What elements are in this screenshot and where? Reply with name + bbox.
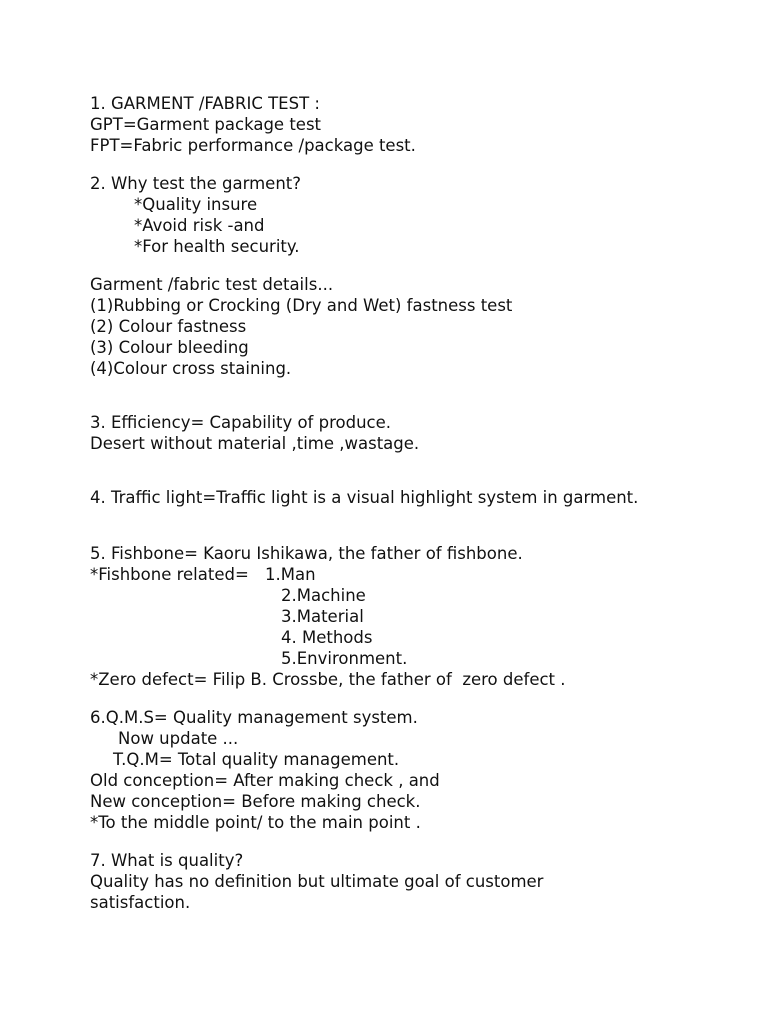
reason-item: *Quality insure [134,195,258,214]
fishbone-related-item: 5.Environment. [281,649,408,668]
fishbone-related-label: *Fishbone related= [90,565,255,584]
section7-question: 7. What is quality? [90,851,244,870]
test-detail-item: (1)Rubbing or Crocking (Dry and Wet) fastness test [90,296,513,315]
reason-item: *For health security. [134,237,300,256]
quality-answer-continued: satisfaction. [90,893,191,912]
efficiency-definition: 3. Efficiency= Capability of produce. [90,413,391,432]
test-detail-item: (2) Colour fastness [90,317,247,336]
fishbone-related-item: 1.Man [265,565,316,584]
old-conception: Old conception= After making check , and [90,771,440,790]
main-point-note: *To the middle point/ to the main point . [90,813,421,832]
quality-answer: Quality has no definition but ultimate goal of customer [90,872,544,891]
section2-question: 2. Why test the garment? [90,174,302,193]
test-detail-item: (3) Colour bleeding [90,338,249,357]
fishbone-definition: 5. Fishbone= Kaoru Ishikawa, the father of fishbone. [90,544,523,563]
test-details-heading: Garment /fabric test details... [90,275,334,294]
test-detail-item: (4)Colour cross staining. [90,359,292,378]
zero-defect-definition: *Zero defect= Filip B. Crossbe, the father of zero defect . [90,670,566,689]
now-update-text: Now update ... [118,729,239,748]
tqm-definition: T.Q.M= Total quality management. [113,750,400,769]
fpt-definition: FPT=Fabric performance /package test. [90,136,416,155]
qms-definition: 6.Q.M.S= Quality management system. [90,708,418,727]
efficiency-detail: Desert without material ,time ,wastage. [90,434,420,453]
section1-heading: 1. GARMENT /FABRIC TEST : [90,94,320,113]
fishbone-related-item: 4. Methods [281,628,373,647]
traffic-light-definition: 4. Traffic light=Traffic light is a visual highlight system in garment. [90,488,639,507]
fishbone-related-item: 3.Material [281,607,364,626]
reason-item: *Avoid risk -and [134,216,265,235]
gpt-definition: GPT=Garment package test [90,115,322,134]
new-conception: New conception= Before making check. [90,792,421,811]
fishbone-related-item: 2.Machine [281,586,366,605]
